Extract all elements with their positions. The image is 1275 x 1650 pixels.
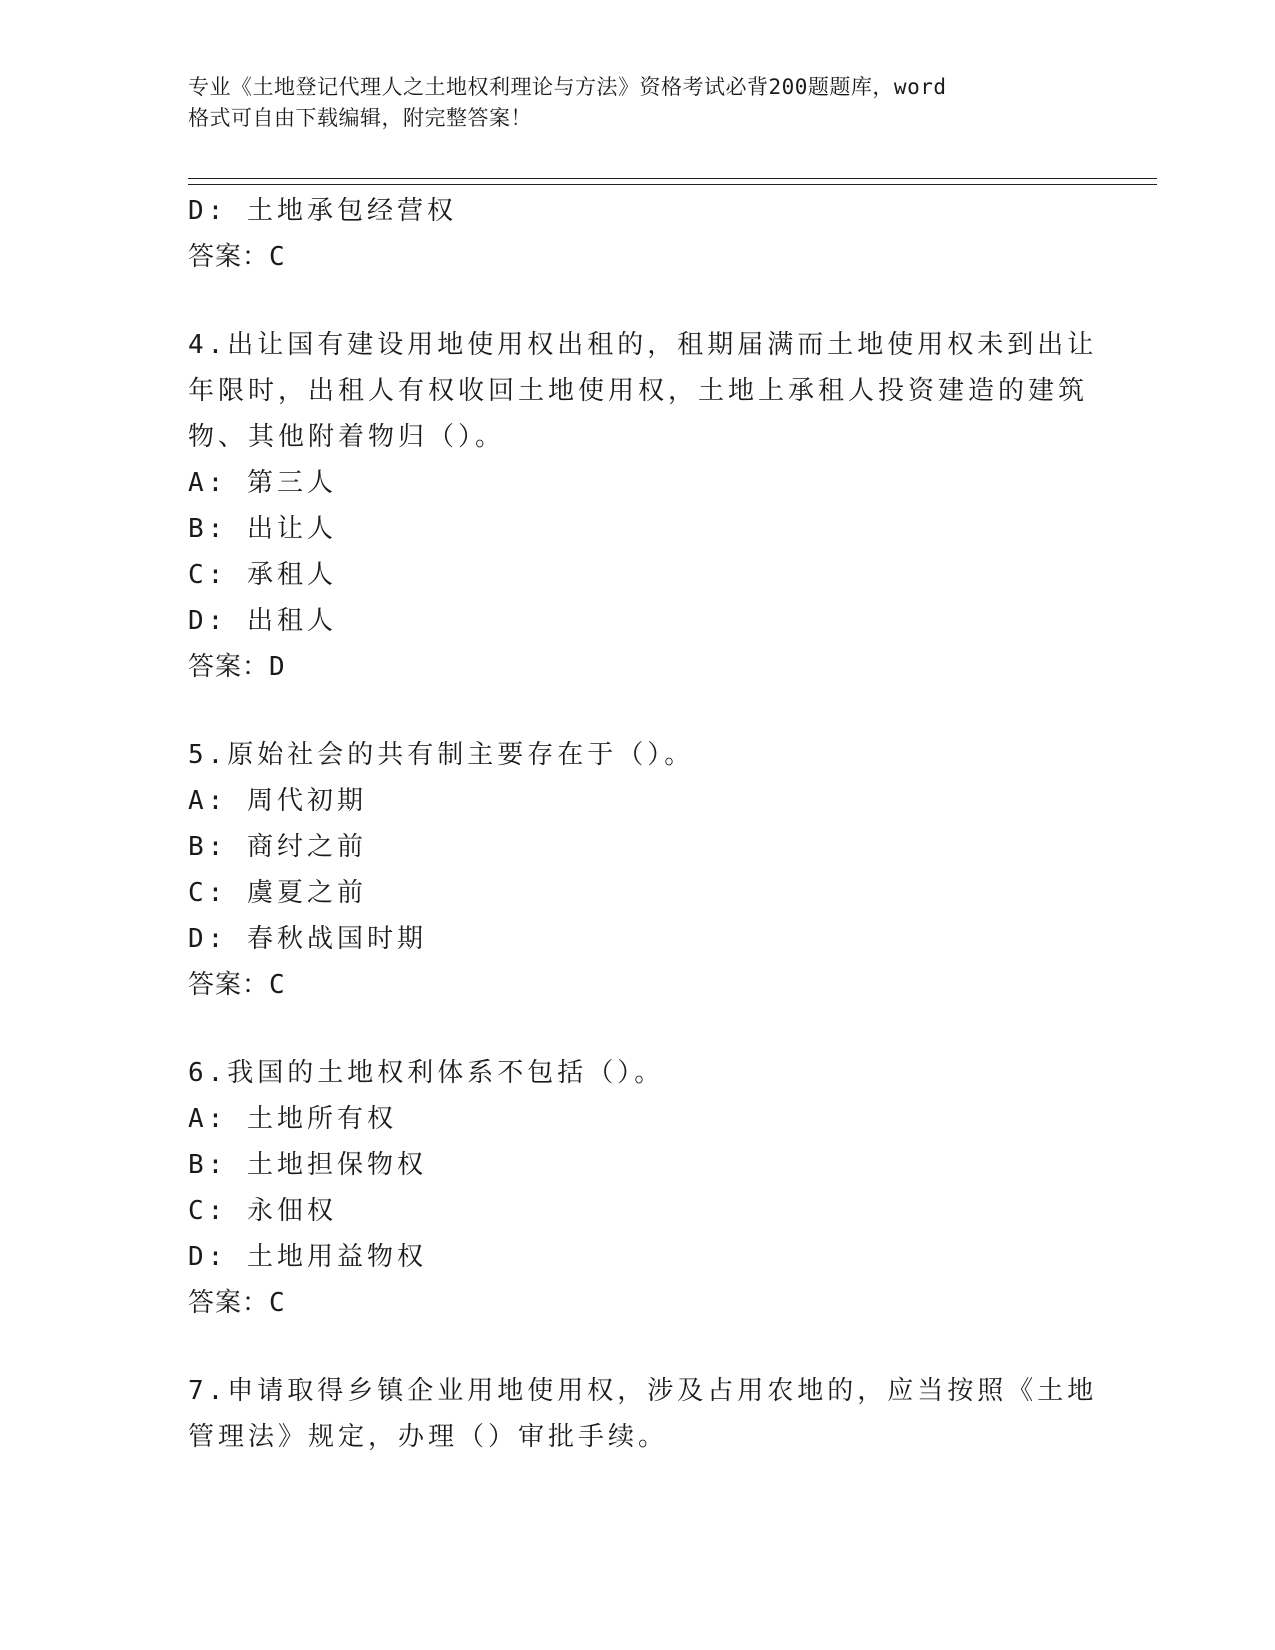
option-d: D: 土地承包经营权 bbox=[188, 196, 457, 226]
question-stem-line: 7.申请取得乡镇企业用地使用权，涉及占用农地的，应当按照《土地 bbox=[188, 1376, 1098, 1406]
header-divider bbox=[188, 178, 1157, 185]
answer-line: 答案：D bbox=[188, 652, 286, 682]
option-c: C: 虞夏之前 bbox=[188, 878, 367, 908]
document-body bbox=[188, 188, 1098, 1460]
question-stem-line: 5.原始社会的共有制主要存在于（）。 bbox=[188, 740, 695, 770]
question-stem-line: 年限时，出租人有权收回土地使用权，土地上承租人投资建造的建筑 bbox=[188, 376, 1089, 406]
question-stem-line: 6.我国的土地权利体系不包括（）。 bbox=[188, 1058, 665, 1088]
question-6 bbox=[188, 1050, 1088, 1326]
answer-line: 答案：C bbox=[188, 242, 286, 272]
question-5 bbox=[188, 732, 1088, 1008]
page-header bbox=[188, 72, 1068, 134]
header-line-2: 格式可自由下载编辑，附完整答案！ bbox=[188, 106, 532, 130]
answer-line: 答案：C bbox=[188, 970, 286, 1000]
option-a: A: 周代初期 bbox=[188, 786, 367, 816]
option-d: D: 春秋战国时期 bbox=[188, 924, 427, 954]
header-line-1: 专业《土地登记代理人之土地权利理论与方法》资格考试必背200题题库，word bbox=[188, 75, 947, 99]
option-d: D: 出租人 bbox=[188, 606, 337, 636]
question-stem-line: 物、其他附着物归（）。 bbox=[188, 422, 506, 452]
previous-question-tail bbox=[188, 188, 1088, 280]
question-4 bbox=[188, 322, 1098, 690]
question-stem-line: 管理法》规定，办理（）审批手续。 bbox=[188, 1422, 669, 1452]
option-b: B: 土地担保物权 bbox=[188, 1150, 427, 1180]
option-b: B: 出让人 bbox=[188, 514, 337, 544]
option-c: C: 永佃权 bbox=[188, 1196, 337, 1226]
option-a: A: 土地所有权 bbox=[188, 1104, 397, 1134]
option-d: D: 土地用益物权 bbox=[188, 1242, 427, 1272]
option-b: B: 商纣之前 bbox=[188, 832, 367, 862]
question-7 bbox=[188, 1368, 1098, 1460]
option-c: C: 承租人 bbox=[188, 560, 337, 590]
option-a: A: 第三人 bbox=[188, 468, 337, 498]
question-stem-line: 4.出让国有建设用地使用权出租的，租期届满而土地使用权未到出让 bbox=[188, 330, 1098, 360]
answer-line: 答案：C bbox=[188, 1288, 286, 1318]
